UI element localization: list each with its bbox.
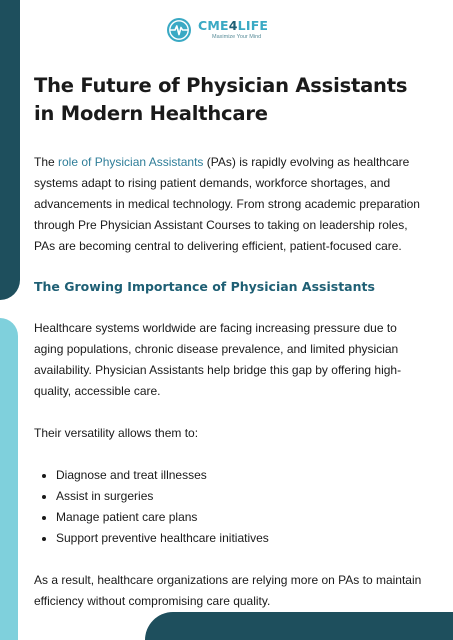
cme4life-logo — [166, 14, 268, 46]
decorative-side-band — [0, 318, 18, 640]
decorative-top-band — [0, 0, 20, 300]
article-content — [34, 72, 424, 612]
brand-part-life: LIFE — [237, 17, 269, 33]
article-title: The Future of Physician Assistants in Modern Healthcare — [34, 74, 408, 125]
brand-tagline: Maximize Your Mind — [212, 34, 262, 40]
heartbeat-circle-icon — [166, 17, 192, 43]
versatility-list — [34, 465, 424, 549]
importance-paragraph: Healthcare systems worldwide are facing increasing pressure due to aging populations, chronic disease prevalence, and limited physician availability. Physician Assistants help bridge this gap by offering high-quality, accessible care. — [34, 321, 402, 398]
list-item: • Support preventive healthcare initiatives — [56, 528, 424, 549]
intro-paragraph — [34, 152, 424, 257]
versatility-paragraph: Their versatility allows them to: — [34, 426, 199, 440]
brand-part-cme: CME — [198, 17, 229, 33]
section-heading: The Growing Importance of Physician Assistants — [34, 279, 375, 294]
list-item: • Diagnose and treat illnesses — [56, 465, 424, 486]
list-item: • Assist in surgeries — [56, 486, 424, 507]
intro-text-start: The — [34, 155, 59, 169]
brand-name — [198, 17, 269, 33]
intro-text-rest: (PAs) is rapidly evolving as healthcare systems adapt to rising patient demands, workforce shortages, and advancements in medical technology. From strong academic preparation through Pre Physician Assistant Courses to taking on leadership roles, PAs are becoming central to delivering efficient, patient-focused care. — [34, 155, 420, 253]
brand-part-4: 4 — [228, 17, 238, 33]
decorative-bottom-band — [145, 612, 453, 640]
role-of-pa-link[interactable]: role of Physician Assistants — [58, 155, 204, 169]
list-item: • Manage patient care plans — [56, 507, 424, 528]
conclusion-paragraph: As a result, healthcare organizations are relying more on PAs to maintain efficiency without compromising care quality. — [34, 573, 422, 608]
